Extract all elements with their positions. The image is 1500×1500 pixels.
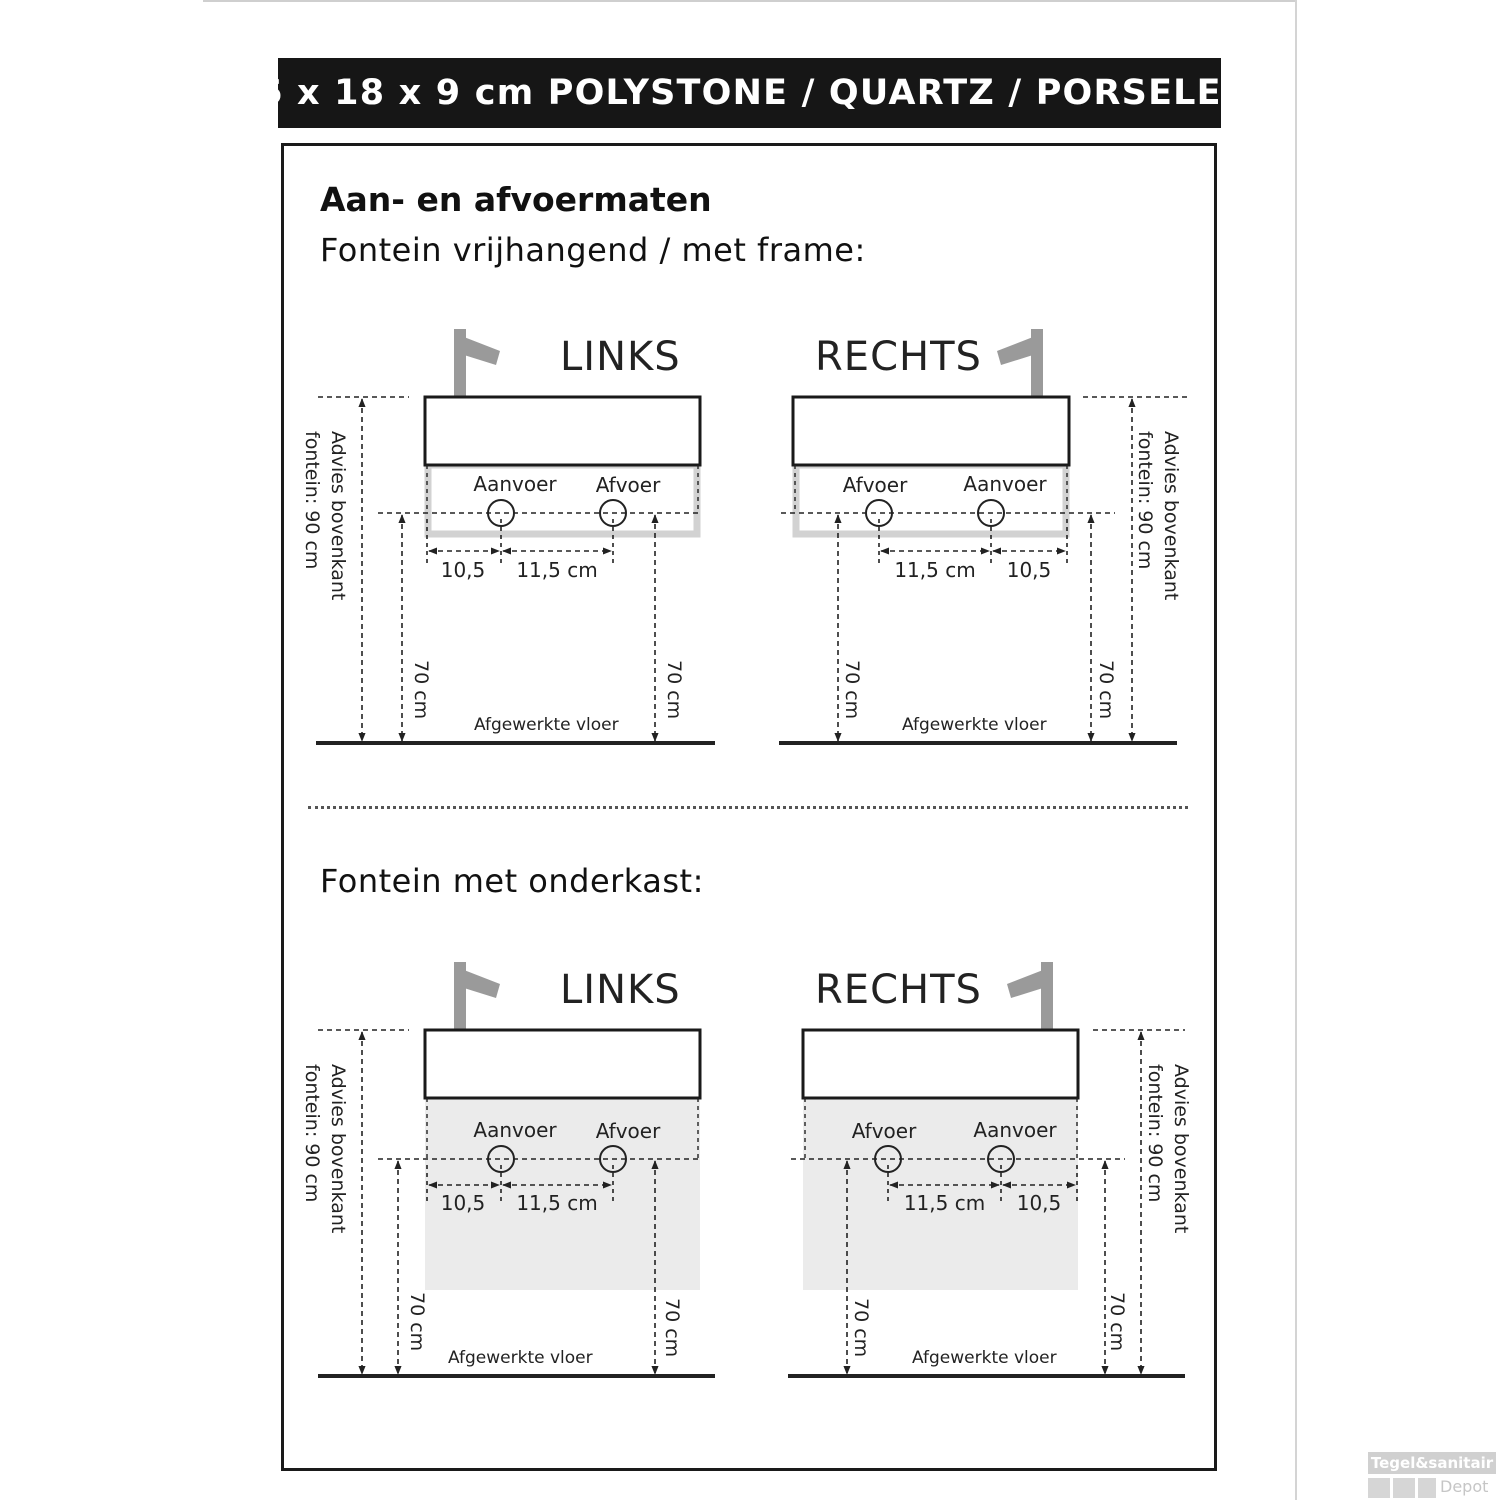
dim-label-between: 11,5 cm xyxy=(516,558,598,582)
side-label-rechts: RECHTS xyxy=(815,967,982,1013)
height-label-supply: 70 cm xyxy=(1106,1292,1128,1352)
dim-label-between: 11,5 cm xyxy=(894,558,976,582)
logo-tile-icon xyxy=(1418,1478,1436,1498)
dim-label-side: 10,5 xyxy=(1006,558,1052,582)
supply-label: Aanvoer xyxy=(473,1118,557,1142)
advice-label-line2: fontein: 90 cm xyxy=(1134,431,1156,570)
brand-logo xyxy=(1368,1452,1496,1498)
height-label-drain: 70 cm xyxy=(663,660,685,720)
header-title: 36 x 18 x 9 cm POLYSTONE / QUARTZ / PORSELEIN xyxy=(232,73,1267,113)
supply-label: Aanvoer xyxy=(973,1118,1057,1142)
drain-label: Afvoer xyxy=(595,1119,661,1143)
advice-label-line2: fontein: 90 cm xyxy=(301,1064,323,1203)
panel-links-bottom xyxy=(301,962,715,1376)
sink-basin xyxy=(793,397,1069,465)
dim-label-between: 11,5 cm xyxy=(903,1191,986,1215)
sink-basin xyxy=(803,1030,1078,1098)
dim-label-side: 10,5 xyxy=(440,1191,486,1215)
logo-sub: Depot xyxy=(1440,1477,1489,1496)
faucet-spout-icon xyxy=(997,337,1033,365)
drain-label: Afvoer xyxy=(595,473,661,497)
drain-label: Afvoer xyxy=(842,473,908,497)
supply-label: Aanvoer xyxy=(963,472,1047,496)
advice-label-line1: Advies bovenkant xyxy=(327,1064,349,1234)
subtitle-freestanding: Fontein vrijhangend / met frame: xyxy=(320,231,866,269)
drain-label: Afvoer xyxy=(851,1119,917,1143)
advice-label-line1: Advies bovenkant xyxy=(1160,431,1182,601)
advice-label-line2: fontein: 90 cm xyxy=(301,431,323,570)
height-label-drain: 70 cm xyxy=(841,660,863,720)
panel-rechts-bottom xyxy=(788,962,1192,1376)
height-label-drain: 70 cm xyxy=(661,1298,683,1358)
panel-rechts-top xyxy=(779,329,1187,743)
floor-label: Afgewerkte vloer xyxy=(448,1348,593,1368)
height-label-supply: 70 cm xyxy=(1095,660,1117,720)
subtitle-cabinet: Fontein met onderkast: xyxy=(320,862,704,900)
sink-basin xyxy=(425,397,700,465)
height-label-supply: 70 cm xyxy=(406,1292,428,1352)
panel-links-top xyxy=(301,329,715,743)
side-label-links: LINKS xyxy=(560,334,681,380)
sink-basin xyxy=(425,1030,700,1098)
faucet-spout-icon xyxy=(464,337,500,365)
floor-label: Afgewerkte vloer xyxy=(902,715,1047,735)
advice-label-line1: Advies bovenkant xyxy=(1170,1064,1192,1234)
dim-label-side: 10,5 xyxy=(440,558,486,582)
dim-label-side: 10,5 xyxy=(1016,1191,1062,1215)
floor-label: Afgewerkte vloer xyxy=(474,715,619,735)
section-title: Aan- en afvoermaten xyxy=(320,180,712,219)
advice-label-line1: Advies bovenkant xyxy=(327,431,349,601)
logo-tile-icon xyxy=(1393,1478,1415,1498)
side-label-links: LINKS xyxy=(560,967,681,1013)
dim-label-between: 11,5 cm xyxy=(516,1191,598,1215)
height-label-supply: 70 cm xyxy=(410,660,432,720)
supply-label: Aanvoer xyxy=(473,472,557,496)
height-label-drain: 70 cm xyxy=(850,1298,872,1358)
floor-label: Afgewerkte vloer xyxy=(912,1348,1057,1368)
side-label-rechts: RECHTS xyxy=(815,334,982,380)
faucet-spout-icon xyxy=(464,970,500,998)
logo-brand: Tegel&sanitair xyxy=(1368,1452,1496,1474)
logo-drop-icon xyxy=(1368,1478,1390,1498)
faucet-spout-icon xyxy=(1007,970,1043,998)
advice-label-line2: fontein: 90 cm xyxy=(1144,1064,1166,1203)
